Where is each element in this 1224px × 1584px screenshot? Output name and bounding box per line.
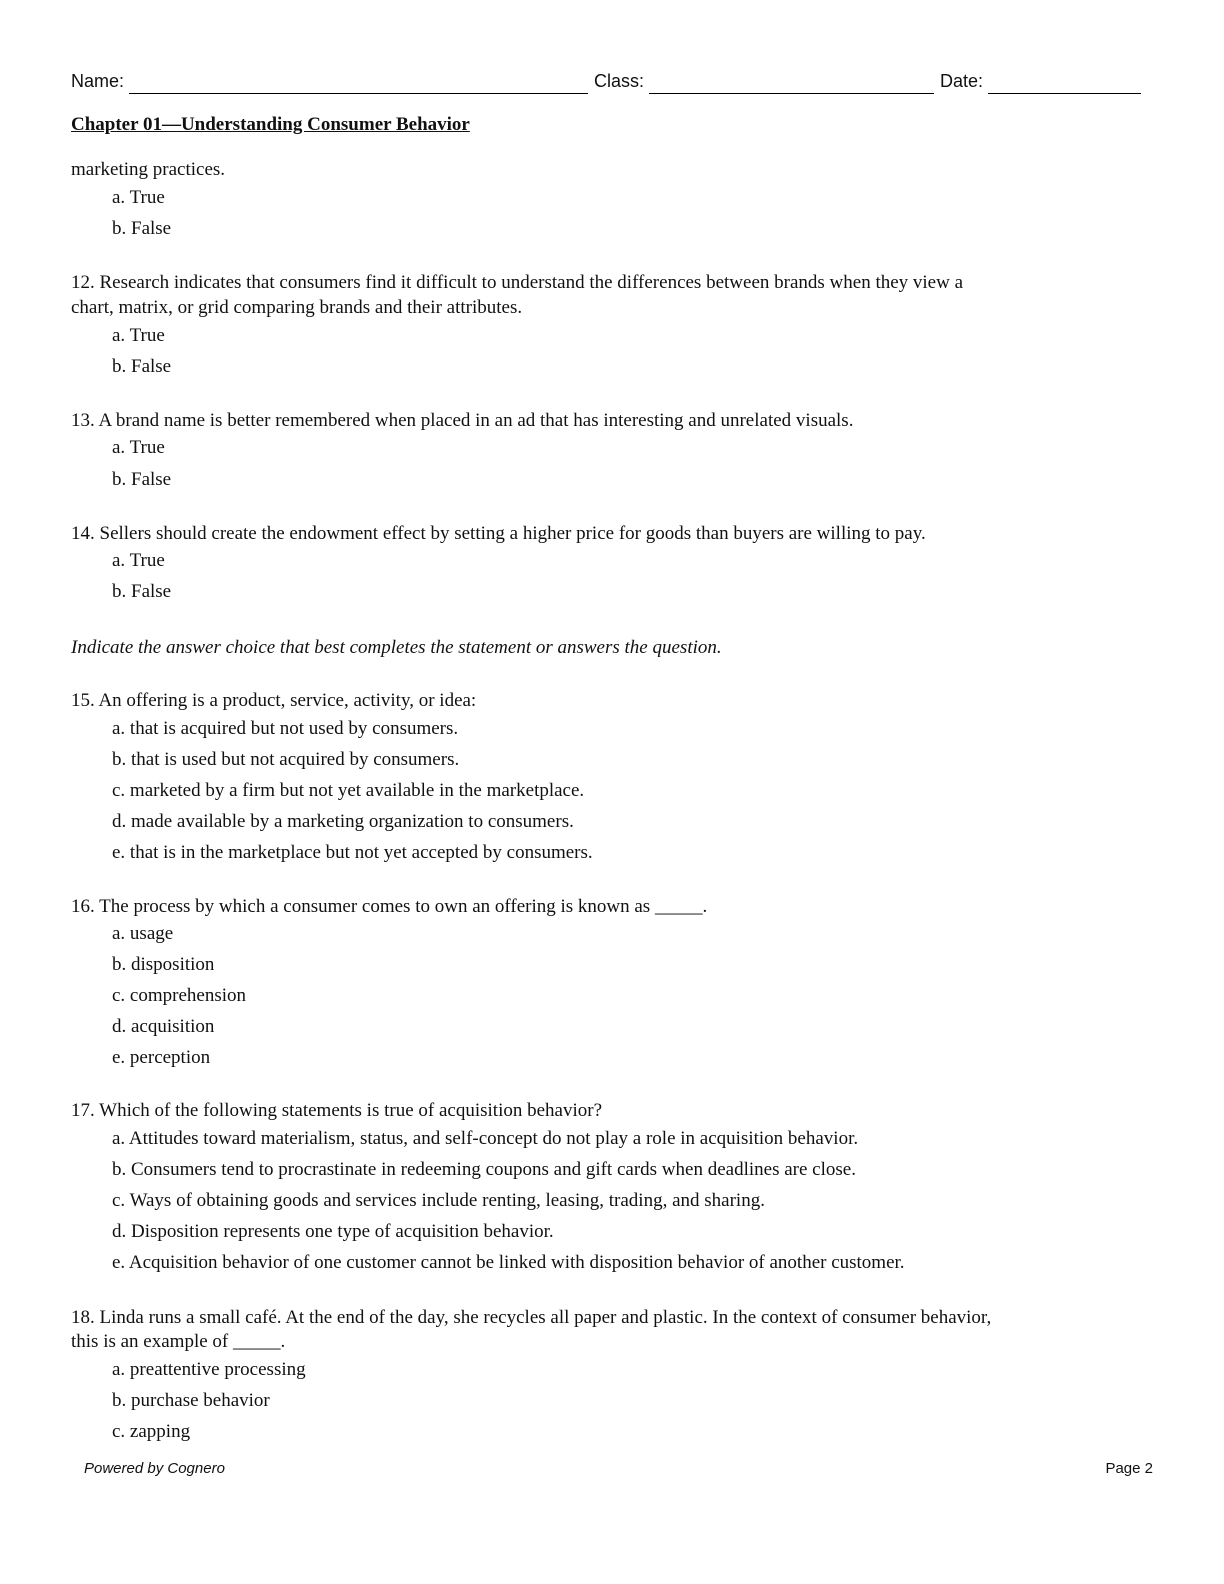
q18-option-c: c. zapping <box>112 1421 191 1442</box>
q17-text: 17. Which of the following statements is true of acquisition behavior? <box>71 1100 602 1121</box>
q15-option-d: d. made available by a marketing organization to consumers. <box>112 811 574 832</box>
q18-option-b: b. purchase behavior <box>112 1390 270 1411</box>
q15-option-c: c. marketed by a firm but not yet available in the marketplace. <box>112 780 585 801</box>
chapter-title: Chapter 01—Understanding Consumer Behavior <box>71 114 470 135</box>
q16-option-b: b. disposition <box>112 954 215 975</box>
q17-option-b: b. Consumers tend to procrastinate in redeeming coupons and gift cards when deadlines are close. <box>112 1159 856 1180</box>
q15-text: 15. An offering is a product, service, activity, or idea: <box>71 690 477 711</box>
q15-option-a: a. that is acquired but not used by consumers. <box>112 718 459 739</box>
q16-option-e: e. perception <box>112 1047 211 1068</box>
q16-text: 16. The process by which a consumer comes to own an offering is known as _____. <box>71 896 708 917</box>
q17-option-a: a. Attitudes toward materialism, status, and self-concept do not play a role in acquisition behavior. <box>112 1128 859 1149</box>
q13-option-b: b. False <box>112 469 172 490</box>
powered-by-footer: Powered by Cognero <box>84 1460 225 1477</box>
continued-question-text: marketing practices. <box>71 159 226 180</box>
q14-text: 14. Sellers should create the endowment effect by setting a higher price for goods than buyers are willing to pay. <box>71 523 926 544</box>
q15-option-e: e. that is in the marketplace but not yet accepted by consumers. <box>112 842 593 863</box>
section-instructions: Indicate the answer choice that best completes the statement or answers the question. <box>71 637 722 658</box>
q13-text: 13. A brand name is better remembered when placed in an ad that has interesting and unrelated visuals. <box>71 410 854 431</box>
q17-option-d: d. Disposition represents one type of acquisition behavior. <box>112 1221 554 1242</box>
q14-option-b: b. False <box>112 581 172 602</box>
q16-option-d: d. acquisition <box>112 1016 215 1037</box>
q11-option-a: a. True <box>112 187 165 208</box>
q16-option-c: c. comprehension <box>112 985 247 1006</box>
q12-option-b: b. False <box>112 356 172 377</box>
name-label: Name: <box>71 71 125 91</box>
q14-option-a: a. True <box>112 550 165 571</box>
date-field-line <box>988 93 1141 94</box>
q17-option-c: c. Ways of obtaining goods and services include renting, leasing, trading, and sharing. <box>112 1190 765 1211</box>
class-field-line <box>649 93 934 94</box>
q18-text-line1: 18. Linda runs a small café. At the end of the day, she recycles all paper and plastic. In the context of consumer behavior, <box>71 1307 992 1328</box>
worksheet-header <box>71 71 1143 97</box>
q13-option-a: a. True <box>112 437 165 458</box>
q18-text-line2: this is an example of _____. <box>71 1331 286 1352</box>
q18-option-a: a. preattentive processing <box>112 1359 306 1380</box>
name-field-line <box>129 93 588 94</box>
q17-option-e: e. Acquisition behavior of one customer cannot be linked with disposition behavior of another customer. <box>112 1252 905 1273</box>
q15-option-b: b. that is used but not acquired by consumers. <box>112 749 460 770</box>
page-number: Page 2 <box>1105 1460 1153 1477</box>
q12-text-line1: 12. Research indicates that consumers find it difficult to understand the differences between brands when they view a <box>71 272 964 293</box>
q16-option-a: a. usage <box>112 923 174 944</box>
class-label: Class: <box>594 71 645 91</box>
q12-text-line2: chart, matrix, or grid comparing brands and their attributes. <box>71 297 523 318</box>
date-label: Date: <box>940 71 984 91</box>
q12-option-a: a. True <box>112 325 165 346</box>
q11-option-b: b. False <box>112 218 172 239</box>
